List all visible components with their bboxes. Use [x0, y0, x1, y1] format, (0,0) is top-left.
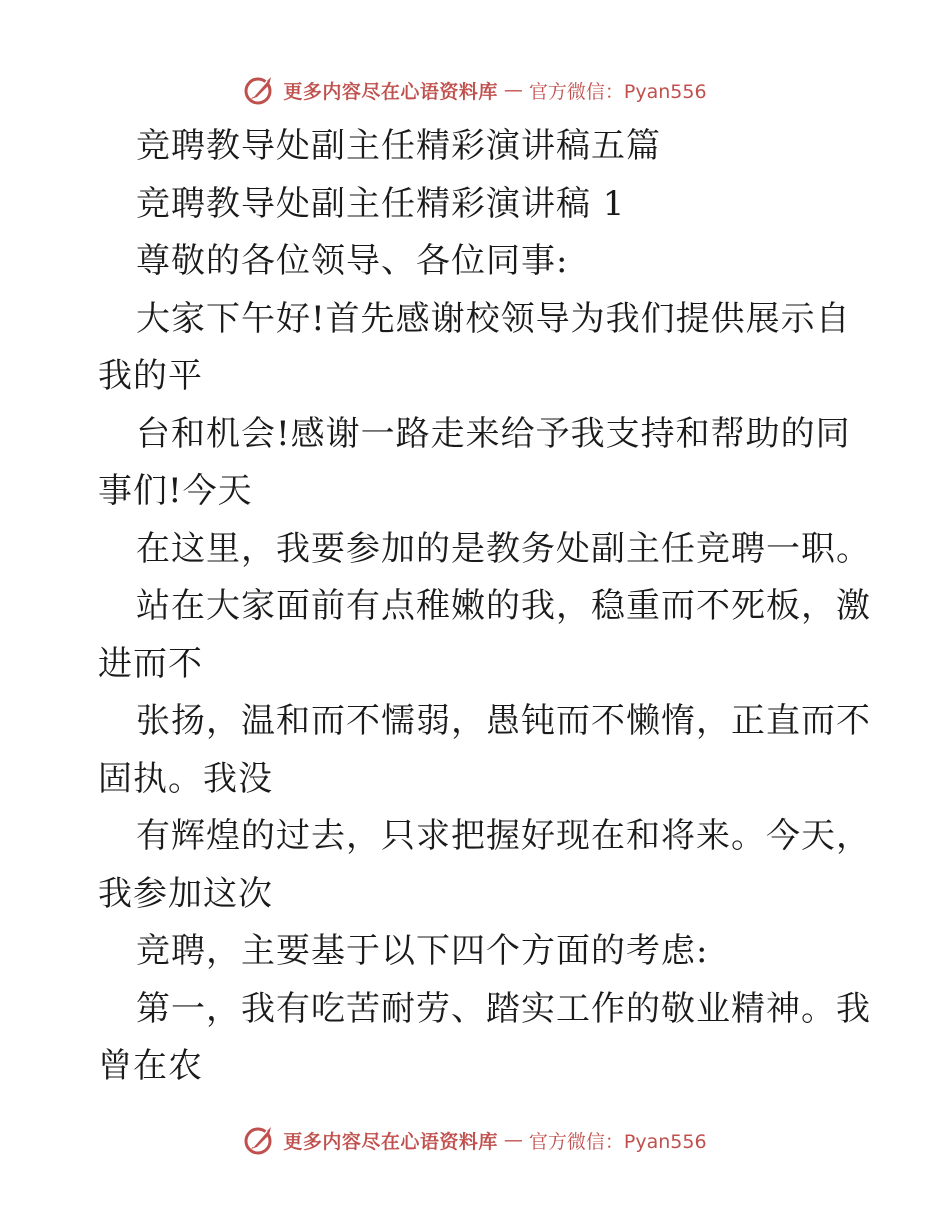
text-line: 在这里，我要参加的是教务处副主任竞聘一职。: [136, 528, 871, 569]
text-line: 竞聘，主要基于以下四个方面的考虑:: [136, 931, 709, 971]
text-line: 我的平: [98, 356, 203, 396]
document-body: [98, 118, 871, 1096]
text-line: 我参加这次: [98, 873, 273, 914]
text-line: 站在大家面前有点稚嫩的我，稳重而不死板，激: [136, 586, 871, 626]
footer-wechat-text: 官方微信：Pyan556: [528, 1130, 707, 1153]
footer-banner-inner: [243, 1123, 706, 1157]
footer-banner: [0, 1120, 950, 1160]
text-line: 台和机会!感谢一路走来给予我支持和帮助的同: [136, 413, 851, 454]
header-wechat-text: 官方微信：Pyan556: [528, 80, 707, 103]
text-line: 第一，我有吃苦耐劳、踏实工作的敬业精神。我: [136, 988, 871, 1029]
text-line: 竞聘教导处副主任精彩演讲稿五篇: [136, 126, 661, 166]
text-line: 大家下午好!首先感谢校领导为我们提供展示自: [136, 298, 851, 339]
footer-separator: —: [503, 1129, 523, 1151]
text-line: 固执。我没: [98, 758, 273, 799]
header-separator: —: [503, 79, 523, 101]
header-brand-text: 更多内容尽在心语资料库: [283, 80, 498, 103]
header-banner: [0, 70, 950, 110]
quill-logo-icon: [243, 1123, 277, 1157]
footer-brand-text: 更多内容尽在心语资料库: [283, 1130, 498, 1153]
quill-logo-icon: [243, 73, 277, 107]
text-line: 竞聘教导处副主任精彩演讲稿 1: [136, 183, 626, 224]
text-line: 进而不: [98, 643, 203, 684]
text-line: 有辉煌的过去，只求把握好现在和将来。今天，: [136, 816, 871, 856]
header-banner-inner: [243, 73, 706, 107]
text-line: 尊敬的各位领导、各位同事:: [136, 241, 569, 281]
text-line: 事们!今天: [98, 471, 253, 511]
text-line: 张扬，温和而不懦弱，愚钝而不懒惰，正直而不: [136, 701, 871, 741]
text-line: 曾在农: [98, 1046, 203, 1086]
